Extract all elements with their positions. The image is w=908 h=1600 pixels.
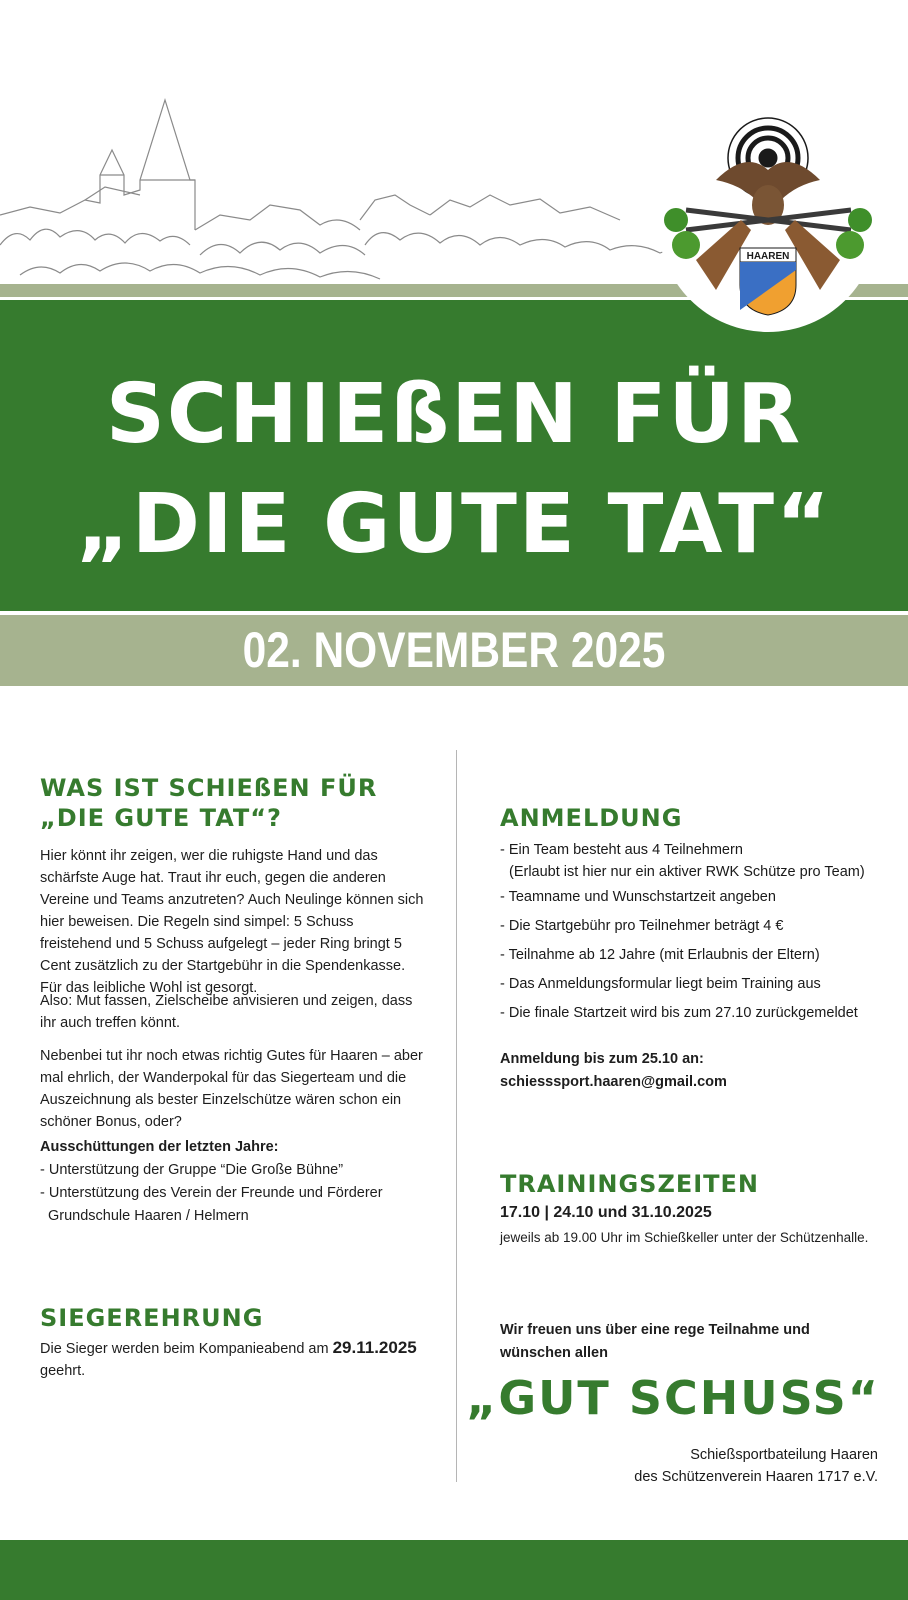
closing-line-1: Wir freuen uns über eine rege Teilnahme und: [500, 1322, 810, 1338]
award-text-pre: Die Sieger werden beim Kompanieabend am: [40, 1341, 333, 1357]
gut-schuss-slogan: „GUT SCHUSS“: [466, 1371, 880, 1425]
signature-line-1: Schießsportbateilung Haaren: [690, 1447, 878, 1463]
emblem-label: HAAREN: [746, 251, 790, 262]
training-heading: TRAININGSZEITEN: [500, 1170, 760, 1198]
registration-item-2: - Teamname und Wunschstartzeit angeben: [500, 889, 776, 905]
registration-item-1-text: - Ein Team besteht aus 4 Teilnehmern: [500, 842, 743, 858]
intro-paragraph-3: Nebenbei tut ihr noch etwas richtig Gutes für Haaren – aber mal ehrlich, der Wanderpokal für das Siegerteam und die Auszeichnung als bester Einzelschütze wären schon ein schöner Bonus, oder?: [40, 1048, 423, 1130]
event-title-line2: „DIE GUTE TAT“: [76, 477, 832, 572]
intro-paragraph-1: Hier könnt ihr zeigen, wer die ruhigste Hand und das schärfste Auge hat. Traut ihr euch, gegen die anderen Vereine und Teams anzutreten? Auch Neulinge können sich hier beweisen. Die Regeln sind simpel: 5 Schuss freistehend und 5 Schuss aufgelegt – jeder Ring bringt 5 Cent zusätzlich zu der Startgebühr in die Spendenkasse. Für das leibliche Wohl ist gesorgt.: [40, 848, 424, 996]
intro-heading-line1: WAS IST SCHIEßEN FÜR: [40, 774, 378, 802]
registration-item-4: - Teilnahme ab 12 Jahre (mit Erlaubnis der Eltern): [500, 947, 820, 963]
closing-line-2: wünschen allen: [500, 1345, 608, 1361]
payout-item-2: - Unterstützung des Verein der Freunde und Förderer: [40, 1185, 383, 1201]
award-text-post: geehrt.: [40, 1363, 86, 1379]
intro-paragraph-2: Also: Mut fassen, Zielscheibe anvisieren und zeigen, dass ihr auch treffen könnt.: [40, 993, 413, 1031]
event-date: 02. NOVEMBER 2025: [242, 622, 666, 678]
signature-line-2: des Schützenverein Haaren 1717 e.V.: [634, 1469, 878, 1485]
registration-item-1: [500, 839, 880, 883]
registration-deadline: Anmeldung bis zum 25.10 an:: [500, 1051, 704, 1067]
intro-heading-line2: „DIE GUTE TAT“?: [40, 804, 282, 832]
signature: [634, 1444, 878, 1488]
payouts-heading: Ausschüttungen der letzten Jahre:: [40, 1139, 279, 1155]
training-dates: 17.10 | 24.10 und 31.10.2025: [500, 1204, 712, 1221]
award-heading: SIEGEREHRUNG: [40, 1304, 264, 1332]
event-title-line1: SCHIEßEN FÜR: [105, 367, 803, 462]
town-skyline-illustration: [0, 95, 700, 285]
registration-item-6: - Die finale Startzeit wird bis zum 27.10 zurückgemeldet: [500, 1005, 858, 1021]
registration-item-5: - Das Anmeldungsformular liegt beim Training aus: [500, 976, 821, 992]
column-divider: [456, 750, 457, 1482]
payout-item-2-cont: Grundschule Haaren / Helmern: [48, 1208, 249, 1224]
award-text: [40, 1337, 440, 1382]
payout-item-1: - Unterstützung der Gruppe “Die Große Bühne”: [40, 1162, 344, 1178]
award-date: 29.11.2025: [332, 1338, 417, 1357]
registration-list: [500, 839, 880, 1031]
training-info: jeweils ab 19.00 Uhr im Schießkeller unter der Schützenhalle.: [500, 1230, 869, 1245]
club-emblem-icon: [656, 110, 880, 340]
registration-heading: ANMELDUNG: [500, 804, 683, 832]
registration-email-link[interactable]: schiesssport.haaren@gmail.com: [500, 1074, 727, 1090]
registration-item-1-note: (Erlaubt ist hier nur ein aktiver RWK Schütze pro Team): [509, 864, 865, 880]
registration-item-3: - Die Startgebühr pro Teilnehmer beträgt 4 €: [500, 918, 784, 934]
footer-band: [0, 1540, 908, 1600]
